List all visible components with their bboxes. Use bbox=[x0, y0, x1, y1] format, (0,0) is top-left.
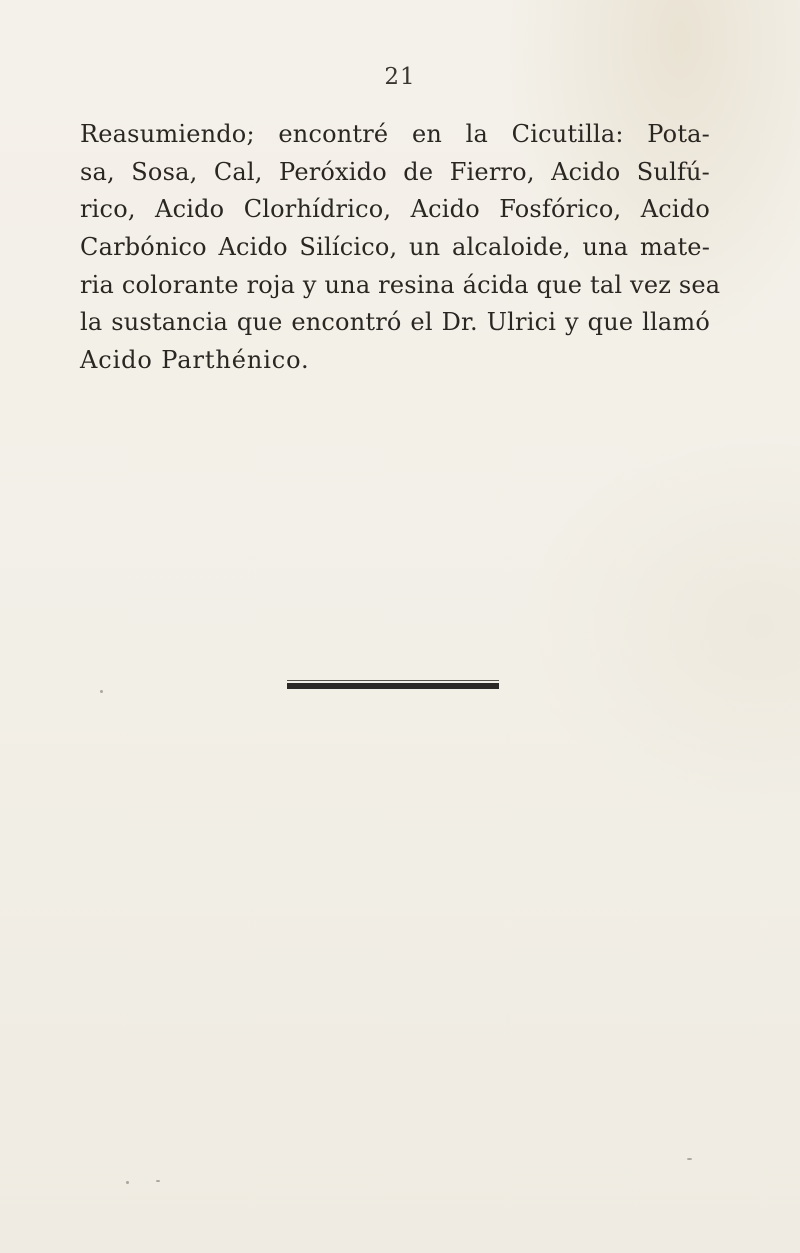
page-number: 21 bbox=[384, 64, 416, 90]
paper-speck bbox=[156, 1180, 160, 1182]
paragraph-line-2: sa, Sosa, Cal, Peróxido de Fierro, Acido Sulfú- bbox=[80, 157, 710, 186]
paragraph-line-6: la sustancia que encontró el Dr. Ulrici y que llamó bbox=[80, 308, 710, 337]
paragraph-line-3: rico, Acido Clorhídrico, Acido Fosfórico, Acido bbox=[80, 195, 710, 224]
body-paragraph bbox=[80, 116, 721, 380]
paper-speck bbox=[100, 690, 103, 693]
paper-speck bbox=[126, 1181, 129, 1184]
paragraph-line-4: Carbónico Acido Silícico, un alcaloide, una mate- bbox=[80, 233, 710, 262]
paragraph-line-5: ria colorante roja y una resina ácida que tal vez sea bbox=[80, 270, 721, 299]
paragraph-line-7: Acido Parthénico. bbox=[80, 346, 310, 375]
paragraph-line-1: Reasumiendo; encontré en la Cicutilla: Pota- bbox=[80, 120, 710, 148]
paper-speck bbox=[687, 1158, 692, 1160]
section-divider-rule bbox=[287, 683, 499, 689]
